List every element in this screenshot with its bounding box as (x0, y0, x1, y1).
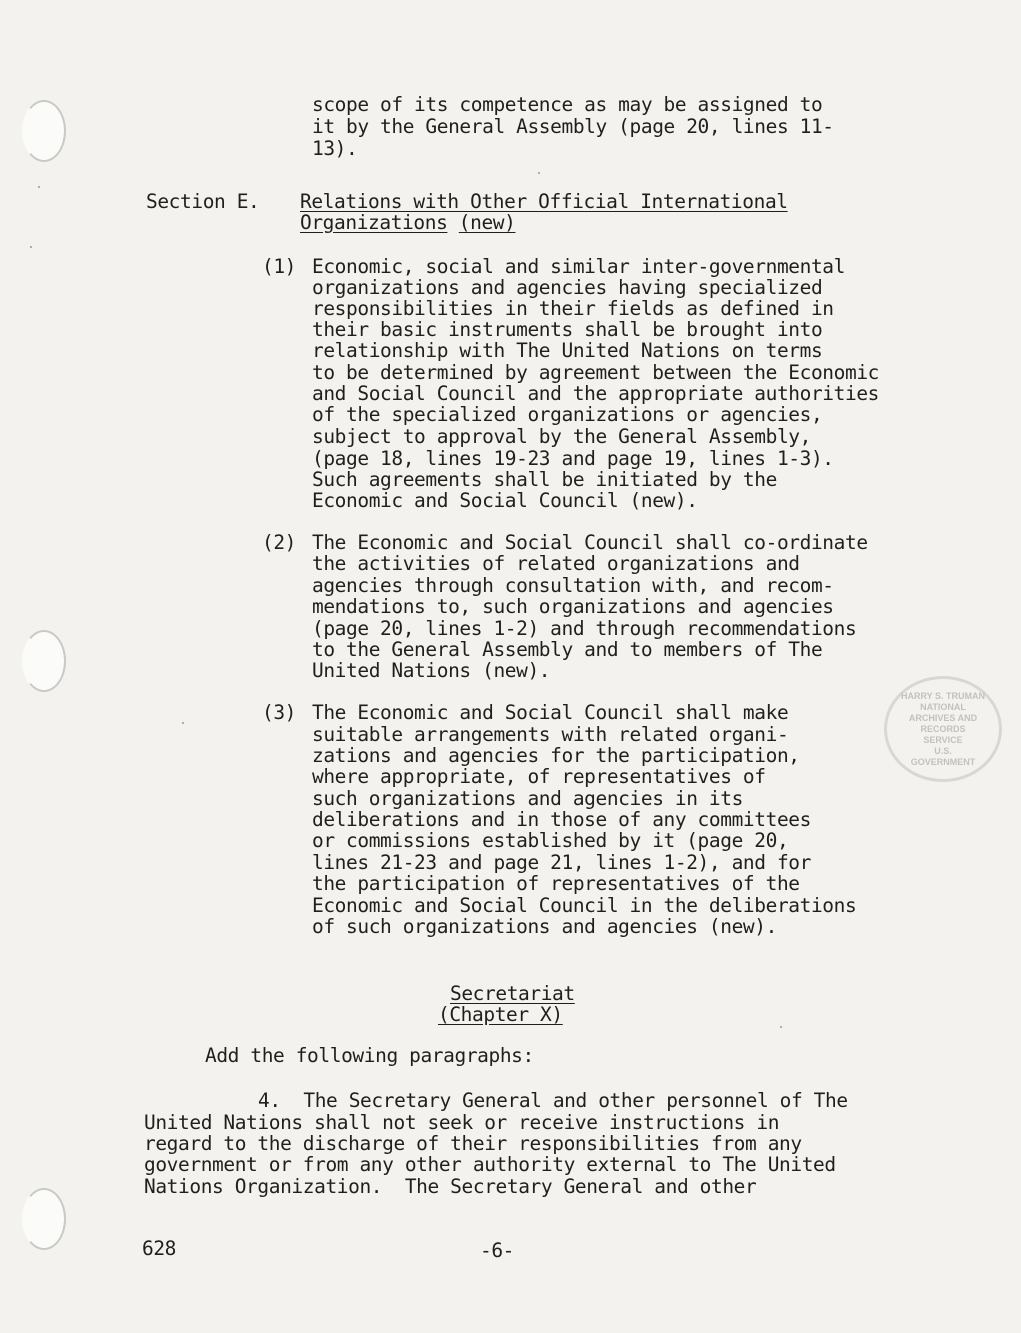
item-line: Economic, social and similar inter-governmental (312, 255, 845, 278)
item-line: lines 21-23 and page 21, lines 1-2), and for (312, 851, 811, 874)
intro-line: it by the General Assembly (page 20, lines 11- (312, 115, 834, 138)
item-number: (3) (262, 701, 297, 724)
punch-hole-top (22, 100, 66, 162)
item-number: (2) (262, 531, 297, 554)
stamp-line: HARRY S. TRUMAN (900, 690, 985, 701)
section-title-line1: Relations with Other Official International (300, 190, 788, 213)
item-line: Economic and Social Council in the deliberations (312, 894, 857, 917)
item-line: of such organizations and agencies (new). (312, 915, 777, 938)
section-title-tag: (new) (458, 211, 516, 234)
item-line: to the General Assembly and to members of The (312, 638, 823, 661)
item-line: (page 20, lines 1-2) and through recommendations (312, 617, 857, 640)
item-line: or commissions established by it (page 20, (312, 829, 789, 852)
item-line: to be determined by agreement between the Economic (312, 361, 879, 384)
item-line: agencies through consultation with, and recom- (312, 574, 834, 597)
item-line: The Economic and Social Council shall co-ordinate (312, 531, 868, 554)
item-line: Economic and Social Council (new). (312, 489, 698, 512)
stamp-line: U.S. (934, 745, 952, 756)
item-line: such organizations and agencies in its (312, 787, 743, 810)
paragraph-line: Nations Organization. The Secretary General and other (144, 1175, 757, 1198)
item-line: suitable arrangements with related organi- (312, 723, 789, 746)
item-line: mendations to, such organizations and agencies (312, 595, 834, 618)
intro-line: 13). (312, 137, 358, 160)
secretariat-heading: Secretariat (450, 982, 575, 1005)
item-line: relationship with The United Nations on terms (312, 339, 823, 362)
archives-stamp (884, 676, 1002, 782)
item-line: Such agreements shall be initiated by the (312, 468, 777, 491)
item-line: The Economic and Social Council shall make (312, 701, 789, 724)
item-line: their basic instruments shall be brought into (312, 318, 823, 341)
item-line: deliberations and in those of any committees (312, 808, 811, 831)
item-line: organizations and agencies having specialized (312, 276, 823, 299)
paper-speck (182, 722, 184, 724)
paragraph-line: United Nations shall not seek or receive instructions in (144, 1111, 780, 1134)
paper-speck (38, 186, 40, 188)
stamp-line: SERVICE (923, 734, 963, 745)
punch-hole-middle (22, 630, 66, 692)
paper-speck (30, 246, 32, 248)
section-label: Section E. (146, 190, 260, 213)
add-paragraphs-line: Add the following paragraphs: (205, 1044, 534, 1067)
item-line: (page 18, lines 19-23 and page 19, lines 1-3). (312, 447, 834, 470)
item-line: zations and agencies for the participation, (312, 744, 800, 767)
section-title-org: Organizations (300, 211, 448, 234)
paragraph-line: 4. The Secretary General and other personnel of The (258, 1089, 848, 1112)
stamp-line: NATIONAL (920, 701, 966, 712)
item-line: the participation of representatives of the (312, 872, 800, 895)
stamp-line: RECORDS (920, 723, 966, 734)
item-line: the activities of related organizations and (312, 552, 800, 575)
item-line: and Social Council and the appropriate authorities (312, 382, 879, 405)
item-line: responsibilities in their fields as defined in (312, 297, 834, 320)
paper-speck (538, 172, 540, 174)
document-number: 628 (142, 1237, 177, 1260)
page-number: -6- (480, 1239, 515, 1262)
item-line: subject to approval by the General Assembly, (312, 425, 811, 448)
secretariat-chapter: (Chapter X) (438, 1003, 563, 1026)
punch-hole-bottom (22, 1188, 66, 1250)
stamp-line: GOVERNMENT (910, 756, 976, 767)
intro-line: scope of its competence as may be assigned to (312, 93, 823, 116)
paragraph-line: government or from any other authority external to The United (144, 1153, 836, 1176)
paragraph-line: regard to the discharge of their responsibilities from any (144, 1132, 802, 1155)
item-line: of the specialized organizations or agencies, (312, 403, 823, 426)
item-number: (1) (262, 255, 297, 278)
item-line: United Nations (new). (312, 659, 551, 682)
section-title-line2 (300, 212, 515, 233)
paper-speck (780, 1026, 782, 1028)
stamp-line: ARCHIVES AND (908, 712, 978, 723)
item-line: where appropriate, of representatives of (312, 765, 766, 788)
